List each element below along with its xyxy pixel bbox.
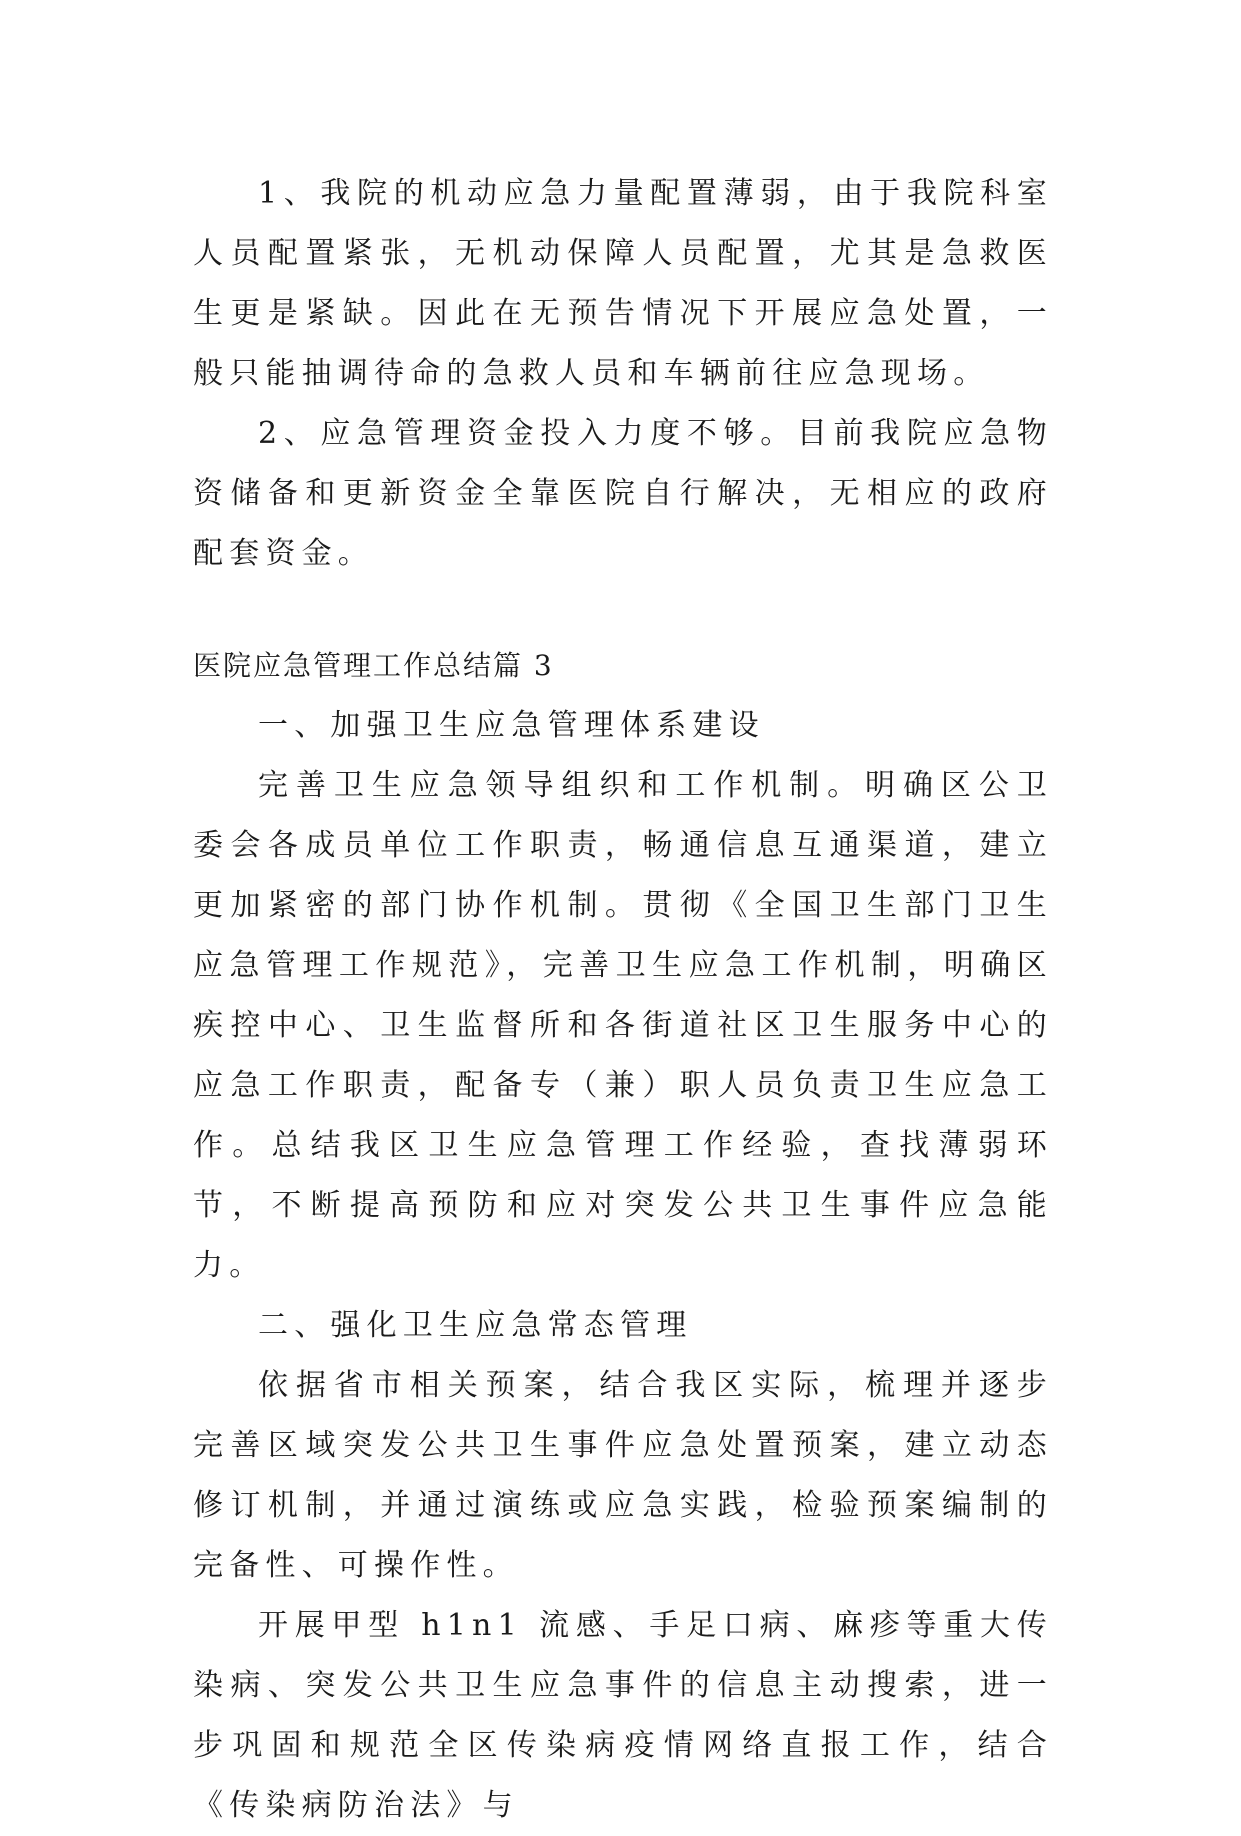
- document-page: [193, 164, 1053, 1836]
- paragraph-mobile-force: 1、我院的机动应急力量配置薄弱，由于我院科室人员配置紧张，无机动保障人员配置，尤其是急救医生更是紧缺。因此在无预告情况下开展应急处置，一般只能抽调待命的急救人员和车辆前往应急现场。: [193, 176, 1053, 391]
- section-heading-2: 二、强化卫生应急常态管理: [258, 1308, 693, 1343]
- paragraph-plans: 依据省市相关预案，结合我区实际，梳理并逐步完善区域突发公共卫生事件应急处置预案，建立动态修订机制，并通过演练或应急实践，检验预案编制的完备性、可操作性。: [193, 1368, 1053, 1583]
- paragraph-system-building: 完善卫生应急领导组织和工作机制。明确区公卫委会各成员单位工作职责，畅通信息互通渠道，建立更加紧密的部门协作机制。贯彻《全国卫生部门卫生应急管理工作规范》，完善卫生应急工作机制，明确区疾控中心、卫生监督所和各街道社区卫生服务中心的应急工作职责，配备专（兼）职人员负责卫生应急工作。总结我区卫生应急管理工作经验，查找薄弱环节，不断提高预防和应对突发公共卫生事件应急能力。: [193, 768, 1053, 1283]
- paragraph-disease-search: 开展甲型 h1n1 流感、手足口病、麻疹等重大传染病、突发公共卫生应急事件的信息主动搜索，进一步巩固和规范全区传染病疫情网络直报工作，结合《传染病防治法》与: [193, 1608, 1053, 1823]
- document-title: 医院应急管理工作总结篇 3: [193, 649, 554, 682]
- part3-section: [193, 636, 1053, 1836]
- paragraph-funding: 2、应急管理资金投入力度不够。目前我院应急物资储备和更新资金全靠医院自行解决，无相应的政府配套资金。: [193, 416, 1053, 571]
- part2-section: [193, 164, 1053, 584]
- section-gap: [193, 584, 1053, 636]
- section-heading-1: 一、加强卫生应急管理体系建设: [258, 708, 765, 743]
